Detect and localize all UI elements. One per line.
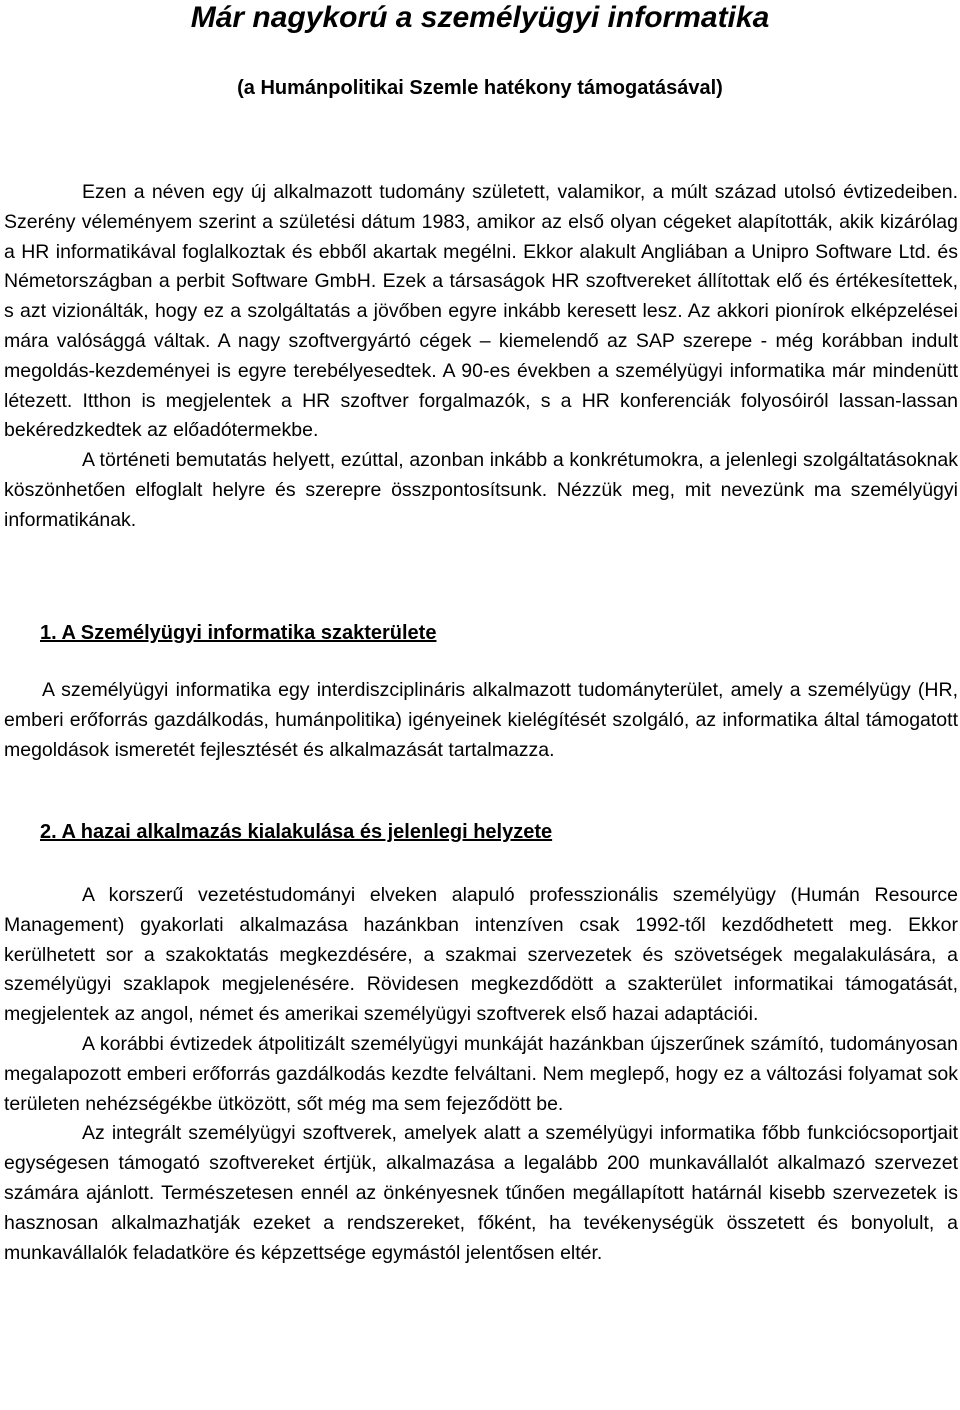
intro-paragraph-2: A történeti bemutatás helyett, ezúttal, azonban inkább a konkrétumokra, a jelenlegi szolgáltatásoknak köszönhetően elfoglalt helyre és szerepre összpontosítsunk. Nézzük meg, mit nevezünk ma személyügyi informatikának. — [4, 449, 958, 531]
section-2-paragraph-1: A korszerű vezetéstudományi elveken alapuló professzionális személyügy (Humán Resource Management) gyakorlati alkalmazása hazánkban intenzíven csak 1992-től kezdődhetett meg. Ekkor kerülhetett sor a szakoktatás megkezdésére, a szakmai szervezetek és szövetségek megalakulására, a személyügyi szaklapok megjelenésére. Rövidesen megkezdődött a szakterület informatikai támogatását, megjelentek az angol, német és amerikai személyügyi szoftverek első hazai adaptációi. — [4, 884, 958, 1026]
section-2-heading: 2. A hazai alkalmazás kialakulása és jelenlegi helyzete — [40, 821, 553, 843]
section-2-paragraph-2: A korábbi évtizedek átpolitizált személyügyi munkáját hazánkban újszerűnek számító, tudományosan megalapozott emberi erőforrás gazdálkodás kezdte felváltani. Nem meglepő, hogy ez a változási folyamat sok területen nehézségékbe ütközött, sőt még ma sem fejeződött be. — [4, 1032, 958, 1115]
intro-section — [4, 178, 958, 536]
section-2-paragraph-3: Az integrált személyügyi szoftverek, amelyek alatt a személyügyi informatika főbb funkciócsoportjait egységesen támogató szoftvereket értjük, alkalmazása a legalább 200 munkavállalót alkalmazó szervezet számára ajánlott. Természetesen ennél az önkényesnek tűnően megállapított határnál kisebb szervezetek is hasznosan alkalmazhatják ezeket a rendszereket, főként, ha tevékenységük összetett és bonyolult, a munkavállalók feladatköre és képzettsége egymástól jelentősen eltér. — [4, 1122, 958, 1264]
section-2-body — [4, 881, 958, 1268]
section-1-paragraph-1: A személyügyi informatika egy interdiszciplináris alkalmazott tudományterület, amely a személyügy (HR, emberi erőforrás gazdálkodás, humánpolitika) igényeinek kielégítését szolgáló, az informatika által támogatott megoldások ismeretét fejlesztését és alkalmazását tartalmazza. — [4, 679, 958, 761]
section-1-body — [4, 676, 958, 765]
intro-paragraph-1: Ezen a néven egy új alkalmazott tudomány született, valamikor, a múlt század utolsó évtizedeiben. Szerény véleményem szerint a születési dátum 1983, amikor az első olyan cégeket alapították, akik kizárólag a HR informatikával foglalkoztak és ebből akartak megélni. Ekkor alakult Angliában a Unipro Software Ltd. és Németországban a perbit Software GmbH. Ezek a társaságok HR szoftvereket állítottak elő és értékesítettek, s azt vizionálták, hogy ez a szolgáltatás a jövőben egyre inkább keresett lesz. Az akkori pionírok elképzelései mára valósággá váltak. A nagy szoftvergyártó cégek – kiemelendő az SAP szerepe - még korábban indult megoldás-kezdeményei is egyre terebélyesedtek. A 90-es években a személyügyi informatika már mindenütt létezett. Itthon is megjelentek a HR szoftver forgalmazók, s a HR konferenciák folyosóiról lassan-lassan bekéredzkedtek az előadótermekbe. — [4, 181, 958, 442]
document-title: Már nagykorú a személyügyi informatika — [190, 1, 770, 34]
document-subtitle: (a Humánpolitikai Szemle hatékony támogatásával) — [237, 77, 723, 99]
section-1-heading: 1. A Személyügyi informatika szakterülete — [40, 622, 437, 644]
